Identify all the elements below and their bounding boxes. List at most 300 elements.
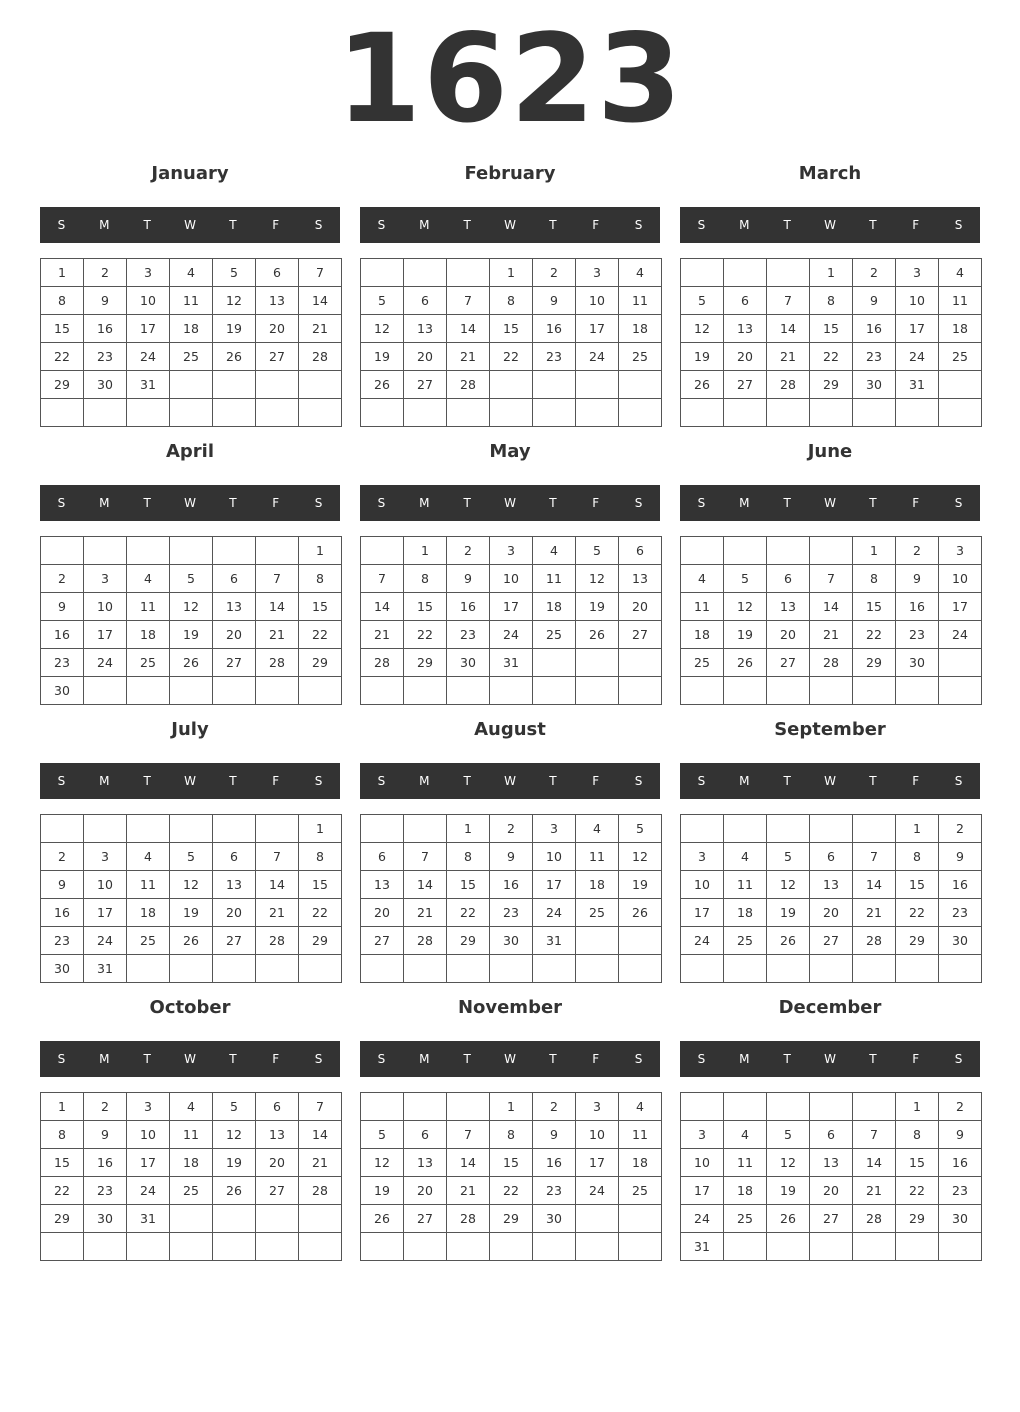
day-cell: 14 [404, 871, 447, 899]
day-cell: 11 [576, 843, 619, 871]
empty-cell [853, 815, 896, 843]
day-cell: 16 [939, 871, 982, 899]
month-name: August [474, 719, 546, 740]
week-row [41, 1205, 342, 1233]
day-cell: 4 [619, 259, 662, 287]
weekday-header [360, 1041, 660, 1077]
day-cell: 2 [939, 815, 982, 843]
day-cell: 4 [170, 1093, 213, 1121]
day-cell: 24 [490, 621, 533, 649]
weekday-label: T [143, 496, 151, 510]
day-cell: 27 [213, 927, 256, 955]
weekday-label: F [592, 496, 600, 510]
day-cell: 11 [724, 871, 767, 899]
day-cell: 15 [810, 315, 853, 343]
day-cell: 8 [299, 565, 342, 593]
day-cell: 26 [170, 927, 213, 955]
empty-cell [533, 955, 576, 983]
day-cell: 30 [533, 1205, 576, 1233]
day-cell: 6 [256, 259, 299, 287]
weekday-label: S [314, 774, 323, 788]
weekday-label: T [783, 1052, 791, 1066]
day-cell: 14 [256, 871, 299, 899]
day-cell: 25 [533, 621, 576, 649]
day-cell: 23 [896, 621, 939, 649]
week-row [41, 1233, 342, 1261]
day-cell: 17 [681, 899, 724, 927]
empty-cell [213, 677, 256, 705]
empty-cell [853, 1093, 896, 1121]
week-row [41, 371, 342, 399]
day-cell: 17 [84, 899, 127, 927]
empty-cell [896, 399, 939, 427]
day-cell: 17 [127, 315, 170, 343]
week-row [681, 871, 982, 899]
empty-cell [127, 399, 170, 427]
day-cell: 16 [896, 593, 939, 621]
empty-cell [361, 815, 404, 843]
day-cell: 13 [767, 593, 810, 621]
day-cell: 17 [127, 1149, 170, 1177]
weekday-header [360, 207, 660, 243]
weekday-label: T [463, 1052, 471, 1066]
day-cell: 3 [939, 537, 982, 565]
week-row [681, 565, 982, 593]
empty-cell [767, 259, 810, 287]
day-cell: 25 [127, 649, 170, 677]
day-grid [40, 258, 342, 427]
day-cell: 10 [84, 593, 127, 621]
day-cell: 7 [299, 1093, 342, 1121]
day-cell: 14 [299, 1121, 342, 1149]
weekday-label: T [549, 1052, 557, 1066]
empty-cell [533, 677, 576, 705]
day-cell: 8 [41, 1121, 84, 1149]
week-row [681, 621, 982, 649]
day-cell: 28 [299, 343, 342, 371]
weekday-header [360, 485, 660, 521]
month-name: June [807, 441, 853, 462]
empty-cell [213, 955, 256, 983]
day-cell: 24 [84, 649, 127, 677]
empty-cell [810, 815, 853, 843]
day-cell: 10 [127, 287, 170, 315]
day-cell: 12 [724, 593, 767, 621]
day-cell: 6 [810, 843, 853, 871]
weekday-label: M [739, 218, 750, 232]
day-cell: 12 [576, 565, 619, 593]
empty-cell [896, 677, 939, 705]
weekday-label: M [419, 218, 430, 232]
day-cell: 23 [533, 343, 576, 371]
empty-cell [361, 955, 404, 983]
day-cell: 19 [213, 1149, 256, 1177]
day-cell: 18 [724, 899, 767, 927]
empty-cell [256, 371, 299, 399]
day-cell: 29 [41, 371, 84, 399]
day-cell: 20 [256, 315, 299, 343]
empty-cell [576, 955, 619, 983]
day-cell: 22 [853, 621, 896, 649]
day-cell: 19 [361, 343, 404, 371]
week-row [681, 1205, 982, 1233]
weekday-label: T [549, 218, 557, 232]
month-name: September [774, 719, 886, 740]
week-row [41, 1121, 342, 1149]
day-cell: 7 [447, 287, 490, 315]
week-row [361, 871, 662, 899]
week-row [361, 287, 662, 315]
day-cell: 7 [853, 843, 896, 871]
weekday-label: S [697, 774, 706, 788]
day-cell: 27 [404, 371, 447, 399]
weekday-label: F [272, 1052, 280, 1066]
empty-cell [41, 1233, 84, 1261]
weekday-label: M [99, 218, 110, 232]
weekday-label: F [272, 218, 280, 232]
day-cell: 23 [84, 1177, 127, 1205]
week-row [41, 621, 342, 649]
weekday-label: F [912, 1052, 920, 1066]
day-cell: 30 [84, 1205, 127, 1233]
day-grid [360, 536, 662, 705]
day-cell: 8 [490, 287, 533, 315]
empty-cell [361, 537, 404, 565]
day-cell: 16 [84, 315, 127, 343]
weekday-label: S [314, 1052, 323, 1066]
weekday-label: F [592, 1052, 600, 1066]
weekday-header [40, 763, 340, 799]
day-cell: 2 [533, 1093, 576, 1121]
day-cell: 15 [41, 1149, 84, 1177]
day-cell: 15 [447, 871, 490, 899]
day-cell: 23 [533, 1177, 576, 1205]
empty-cell [361, 259, 404, 287]
empty-cell [299, 1205, 342, 1233]
day-cell: 30 [84, 371, 127, 399]
day-cell: 31 [127, 371, 170, 399]
day-cell: 5 [681, 287, 724, 315]
day-cell: 10 [490, 565, 533, 593]
empty-cell [533, 649, 576, 677]
day-cell: 1 [404, 537, 447, 565]
empty-cell [681, 537, 724, 565]
weekday-header [40, 1041, 340, 1077]
day-cell: 15 [490, 1149, 533, 1177]
empty-cell [170, 677, 213, 705]
empty-cell [256, 399, 299, 427]
weekday-label: T [143, 774, 151, 788]
day-cell: 3 [576, 1093, 619, 1121]
week-row [361, 955, 662, 983]
day-cell: 28 [810, 649, 853, 677]
day-cell: 4 [939, 259, 982, 287]
week-row [681, 537, 982, 565]
weekday-label: S [954, 774, 963, 788]
day-cell: 21 [299, 315, 342, 343]
day-cell: 31 [84, 955, 127, 983]
day-cell: 20 [810, 899, 853, 927]
empty-cell [576, 1205, 619, 1233]
weekday-label: W [504, 1052, 516, 1066]
weekday-label: S [377, 1052, 386, 1066]
weekday-label: T [783, 218, 791, 232]
weekday-header [680, 485, 980, 521]
day-cell: 1 [299, 537, 342, 565]
day-cell: 2 [41, 565, 84, 593]
day-cell: 5 [170, 565, 213, 593]
week-row [41, 565, 342, 593]
week-row [41, 259, 342, 287]
empty-cell [256, 1205, 299, 1233]
day-cell: 18 [127, 621, 170, 649]
empty-cell [84, 537, 127, 565]
day-grid [40, 1092, 342, 1261]
week-row [361, 593, 662, 621]
month-name: January [151, 163, 229, 184]
week-row [681, 677, 982, 705]
day-cell: 24 [939, 621, 982, 649]
day-cell: 25 [170, 343, 213, 371]
day-grid [40, 814, 342, 983]
week-row [681, 1233, 982, 1261]
day-cell: 6 [404, 1121, 447, 1149]
weekday-label: T [869, 496, 877, 510]
weekday-label: M [99, 1052, 110, 1066]
empty-cell [127, 955, 170, 983]
weekday-label: S [954, 496, 963, 510]
weekday-label: T [549, 496, 557, 510]
day-cell: 9 [939, 843, 982, 871]
week-row [41, 593, 342, 621]
week-row [361, 371, 662, 399]
week-row [681, 1177, 982, 1205]
day-grid [680, 536, 982, 705]
empty-cell [939, 677, 982, 705]
empty-cell [853, 677, 896, 705]
day-cell: 13 [256, 1121, 299, 1149]
week-row [41, 927, 342, 955]
weekday-label: M [99, 774, 110, 788]
empty-cell [810, 1093, 853, 1121]
empty-cell [213, 371, 256, 399]
weekday-label: T [869, 1052, 877, 1066]
month-name: July [171, 719, 209, 740]
month-name: April [165, 441, 215, 462]
day-cell: 30 [939, 1205, 982, 1233]
weekday-label: W [504, 218, 516, 232]
empty-cell [256, 677, 299, 705]
empty-cell [533, 399, 576, 427]
day-cell: 12 [361, 315, 404, 343]
day-cell: 31 [490, 649, 533, 677]
weekday-label: S [57, 774, 66, 788]
weekday-label: M [99, 496, 110, 510]
day-cell: 8 [299, 843, 342, 871]
week-row [41, 399, 342, 427]
week-row [681, 399, 982, 427]
day-cell: 14 [256, 593, 299, 621]
empty-cell [896, 1233, 939, 1261]
day-cell: 28 [256, 649, 299, 677]
weekday-label: F [272, 774, 280, 788]
week-row [361, 927, 662, 955]
day-cell: 1 [490, 1093, 533, 1121]
week-row [41, 1177, 342, 1205]
empty-cell [299, 399, 342, 427]
day-cell: 1 [447, 815, 490, 843]
day-cell: 29 [41, 1205, 84, 1233]
empty-cell [939, 399, 982, 427]
day-cell: 20 [256, 1149, 299, 1177]
day-cell: 6 [619, 537, 662, 565]
empty-cell [853, 399, 896, 427]
day-cell: 11 [127, 593, 170, 621]
day-cell: 22 [490, 343, 533, 371]
day-cell: 27 [810, 927, 853, 955]
empty-cell [681, 955, 724, 983]
day-cell: 9 [533, 1121, 576, 1149]
empty-cell [127, 1233, 170, 1261]
day-cell: 15 [404, 593, 447, 621]
weekday-label: T [229, 774, 237, 788]
weekday-label: S [634, 1052, 643, 1066]
day-cell: 18 [127, 899, 170, 927]
day-cell: 29 [896, 927, 939, 955]
day-cell: 22 [299, 899, 342, 927]
day-cell: 20 [404, 1177, 447, 1205]
day-cell: 29 [810, 371, 853, 399]
day-cell: 28 [853, 927, 896, 955]
day-cell: 21 [447, 343, 490, 371]
weekday-label: M [739, 496, 750, 510]
empty-cell [404, 399, 447, 427]
day-cell: 19 [681, 343, 724, 371]
day-cell: 15 [299, 593, 342, 621]
weekday-label: W [824, 218, 836, 232]
day-cell: 14 [299, 287, 342, 315]
day-cell: 30 [41, 677, 84, 705]
empty-cell [939, 649, 982, 677]
empty-cell [619, 927, 662, 955]
empty-cell [404, 815, 447, 843]
empty-cell [767, 399, 810, 427]
day-cell: 23 [84, 343, 127, 371]
day-cell: 10 [533, 843, 576, 871]
day-cell: 26 [170, 649, 213, 677]
empty-cell [576, 927, 619, 955]
day-cell: 17 [533, 871, 576, 899]
day-cell: 25 [619, 343, 662, 371]
month-name: May [489, 441, 531, 462]
empty-cell [533, 1233, 576, 1261]
weekday-label: S [697, 218, 706, 232]
day-cell: 17 [576, 315, 619, 343]
weekday-label: S [697, 496, 706, 510]
day-cell: 21 [853, 1177, 896, 1205]
weekday-label: S [377, 774, 386, 788]
day-grid [680, 258, 982, 427]
week-row [681, 343, 982, 371]
day-cell: 19 [619, 871, 662, 899]
day-cell: 18 [724, 1177, 767, 1205]
day-cell: 6 [361, 843, 404, 871]
empty-cell [576, 677, 619, 705]
day-cell: 18 [170, 315, 213, 343]
day-cell: 14 [447, 1149, 490, 1177]
day-cell: 17 [84, 621, 127, 649]
day-cell: 10 [681, 1149, 724, 1177]
day-cell: 8 [490, 1121, 533, 1149]
day-cell: 3 [533, 815, 576, 843]
day-cell: 21 [447, 1177, 490, 1205]
day-cell: 14 [853, 871, 896, 899]
weekday-label: T [229, 496, 237, 510]
weekday-label: F [912, 496, 920, 510]
month-september [680, 712, 980, 990]
weekday-label: S [954, 1052, 963, 1066]
day-cell: 25 [170, 1177, 213, 1205]
empty-cell [490, 955, 533, 983]
weekday-label: F [272, 496, 280, 510]
empty-cell [41, 815, 84, 843]
empty-cell [127, 815, 170, 843]
day-cell: 20 [361, 899, 404, 927]
day-cell: 21 [299, 1149, 342, 1177]
empty-cell [681, 815, 724, 843]
weekday-label: W [184, 496, 196, 510]
empty-cell [170, 537, 213, 565]
day-cell: 18 [533, 593, 576, 621]
day-cell: 7 [361, 565, 404, 593]
day-cell: 28 [853, 1205, 896, 1233]
weekday-label: M [419, 774, 430, 788]
week-row [361, 1121, 662, 1149]
day-cell: 20 [724, 343, 767, 371]
day-cell: 11 [681, 593, 724, 621]
empty-cell [767, 1233, 810, 1261]
week-row [41, 955, 342, 983]
empty-cell [361, 677, 404, 705]
empty-cell [213, 815, 256, 843]
day-cell: 14 [853, 1149, 896, 1177]
day-cell: 12 [213, 1121, 256, 1149]
empty-cell [490, 399, 533, 427]
day-cell: 13 [810, 1149, 853, 1177]
day-cell: 13 [361, 871, 404, 899]
day-cell: 23 [490, 899, 533, 927]
weekday-label: S [314, 218, 323, 232]
empty-cell [490, 1233, 533, 1261]
empty-cell [767, 815, 810, 843]
day-cell: 4 [619, 1093, 662, 1121]
day-cell: 1 [490, 259, 533, 287]
day-cell: 20 [213, 621, 256, 649]
day-cell: 24 [681, 927, 724, 955]
day-cell: 23 [447, 621, 490, 649]
empty-cell [170, 1205, 213, 1233]
day-cell: 12 [170, 593, 213, 621]
day-cell: 30 [447, 649, 490, 677]
day-cell: 5 [213, 1093, 256, 1121]
day-cell: 14 [767, 315, 810, 343]
empty-cell [299, 677, 342, 705]
day-cell: 5 [213, 259, 256, 287]
empty-cell [41, 399, 84, 427]
day-cell: 18 [170, 1149, 213, 1177]
day-cell: 11 [127, 871, 170, 899]
day-cell: 15 [41, 315, 84, 343]
